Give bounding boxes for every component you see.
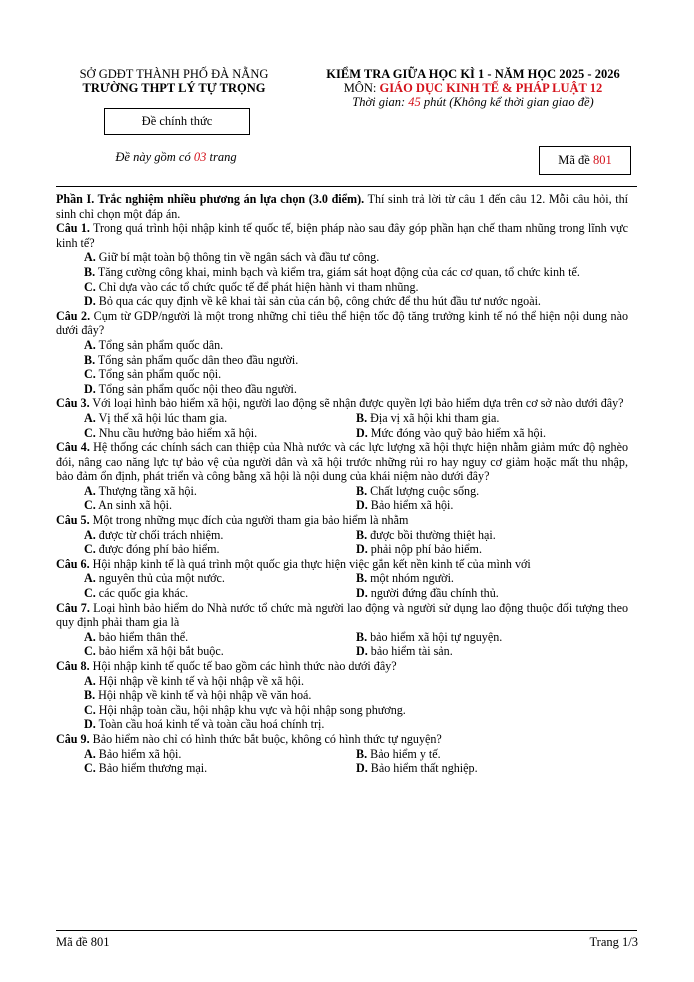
option-letter: A.: [84, 410, 96, 425]
option-row: [84, 761, 628, 776]
question-stem: [56, 601, 628, 630]
option-letter: B.: [356, 629, 368, 644]
option-text: Bảo hiểm thương mại.: [98, 761, 208, 776]
answer-option: [356, 586, 628, 601]
question-number: Câu 5.: [56, 513, 90, 528]
answer-option: [84, 498, 356, 513]
answer-option: [84, 630, 356, 645]
question-stem: [56, 221, 628, 250]
header-right: [300, 67, 646, 109]
option-text: được đóng phí bảo hiểm.: [98, 542, 220, 557]
option-letter: C.: [84, 367, 96, 382]
option-line: [84, 338, 628, 353]
question-text: Bảo hiểm nào chỉ có hình thức bắt buộc, không có hình thức tự nguyện?: [92, 731, 442, 746]
option-letter: D.: [356, 425, 368, 440]
answer-option: [356, 644, 628, 659]
answer-option: [84, 294, 541, 308]
answer-option: [84, 644, 356, 659]
question-text: Với loại hình bảo hiểm xã hội, người lao động sẽ nhận được quyền lợi bảo hiểm dựa trên cơ sở nào dưới đây?: [92, 396, 624, 411]
option-line: [56, 265, 628, 280]
answer-option: [356, 426, 628, 441]
question-number: Câu 2.: [56, 308, 91, 323]
option-row: [84, 644, 628, 659]
option-letter: B.: [84, 352, 96, 367]
answer-option: [84, 571, 356, 586]
header-divider: [56, 186, 637, 187]
exam-code-box: [539, 146, 631, 175]
pages-count: 03: [193, 150, 207, 164]
option-letter: D.: [356, 498, 368, 513]
option-text: các quốc gia khác.: [98, 586, 189, 601]
option-letter: B.: [356, 527, 368, 542]
option-letter: D.: [84, 381, 96, 396]
option-line: [84, 250, 628, 265]
answer-option: [356, 761, 628, 776]
answer-option: [84, 250, 379, 264]
question-stem: [56, 513, 628, 528]
answer-option: [84, 338, 223, 352]
answer-option: [84, 586, 356, 601]
time-line: [300, 95, 646, 109]
option-text: nguyên thủ của một nước.: [98, 571, 225, 586]
option-row: [84, 630, 628, 645]
answer-option: [84, 265, 580, 279]
answer-option: [84, 674, 304, 688]
question-number: Câu 8.: [56, 659, 90, 673]
question-number: Câu 4.: [56, 440, 90, 455]
option-letter: B.: [356, 410, 368, 425]
option-row: [84, 411, 628, 426]
pages-note: [104, 150, 248, 165]
answer-option: [84, 484, 356, 499]
answer-option: [84, 382, 297, 396]
option-letter: D.: [84, 294, 96, 309]
option-text: Chỉ dựa vào các tổ chức quốc tế để phát hiện hành vi tham nhũng.: [98, 279, 419, 294]
option-text: Địa vị xã hội khi tham gia.: [370, 410, 500, 425]
answer-option: [84, 367, 221, 381]
option-text: Bảo hiểm xã hội.: [370, 498, 454, 513]
option-line: [84, 674, 628, 689]
question-stem: [56, 309, 628, 338]
answer-option: [84, 717, 324, 731]
question-text: Một trong những mục đích của người tham gia bảo hiểm là nhằm: [92, 513, 409, 528]
pages-note-suffix: trang: [209, 150, 237, 164]
section-heading: [56, 192, 628, 221]
question-text: Loại hình bảo hiểm do Nhà nước tổ chức mà người lao động và người sử dụng lao động thuộc đối tượng theo quy định phải tham gia là: [56, 600, 629, 630]
option-line: [84, 367, 628, 382]
question-text: Hội nhập kinh tế quốc tế bao gồm các hình thức nào dưới đây?: [92, 659, 397, 673]
option-text: Toàn cầu hoá kinh tế và toàn cầu hoá chính trị.: [98, 717, 325, 732]
time-suffix: phút (Không kể thời gian giao đề): [423, 95, 594, 109]
option-letter: C.: [84, 498, 96, 513]
option-letter: C.: [84, 702, 96, 717]
department-name: SỞ GDĐT THÀNH PHỐ ĐÀ NẴNG: [79, 67, 269, 81]
question-number: Câu 3.: [56, 396, 90, 411]
time-value: 45: [408, 95, 421, 109]
question-list: [56, 221, 629, 776]
option-text: Hội nhập về kinh tế và hội nhập về xã hội.: [98, 673, 305, 688]
option-letter: D.: [356, 542, 368, 557]
option-text: người đứng đầu chính thủ.: [370, 586, 499, 601]
option-letter: A.: [84, 527, 96, 542]
option-letter: C.: [84, 761, 96, 776]
option-line: [84, 688, 628, 703]
option-letter: A.: [84, 673, 96, 688]
answer-option: [84, 411, 356, 426]
option-line: [84, 353, 628, 368]
option-letter: A.: [84, 571, 96, 586]
option-line: [84, 280, 628, 295]
option-text: Tổng sản phẩm quốc nội.: [98, 367, 222, 382]
answer-option: [84, 542, 356, 557]
answer-option: [356, 484, 628, 499]
answer-option: [84, 280, 419, 294]
question-number: Câu 1.: [56, 221, 90, 236]
option-row: [84, 571, 628, 586]
option-row: [84, 542, 628, 557]
option-line: [84, 294, 628, 309]
question-number: Câu 7.: [56, 600, 90, 615]
school-name: TRƯỜNG THPT LÝ TỰ TRỌNG: [82, 81, 266, 95]
option-text: Chất lượng cuộc sống.: [370, 483, 480, 498]
option-letter: B.: [84, 688, 96, 703]
question-text: Hội nhập kinh tế là quá trình một quốc gia thực hiện việc gắn kết nền kinh tế của mình với: [92, 556, 531, 571]
option-row: [84, 426, 628, 441]
question-stem: [56, 396, 628, 411]
option-text: Tăng cường công khai, minh bạch và kiểm tra, giám sát hoạt động của các cơ quan, tổ chức kinh tế.: [97, 264, 580, 279]
option-text: Tổng sản phẩm quốc dân.: [98, 337, 224, 352]
question-stem: [56, 557, 628, 572]
option-text: Tổng sản phẩm quốc dân theo đầu người.: [97, 352, 299, 367]
question-stem: [56, 440, 628, 484]
option-text: Vị thế xã hội lúc tham gia.: [98, 410, 228, 425]
question-number: Câu 6.: [56, 556, 90, 571]
option-text: An sinh xã hội.: [98, 498, 173, 513]
option-text: được từ chối trách nhiệm.: [98, 527, 224, 542]
option-text: bảo hiểm xã hội tự nguyện.: [370, 629, 503, 644]
answer-option: [356, 528, 628, 543]
subject-label: MÔN:: [343, 81, 377, 95]
option-text: Bảo hiểm thất nghiệp.: [370, 761, 478, 776]
answer-option: [356, 411, 628, 426]
answer-option: [356, 571, 628, 586]
option-letter: D.: [356, 586, 368, 601]
option-text: Nhu cầu hưởng bảo hiểm xã hội.: [98, 425, 258, 440]
option-text: Bỏ qua các quy định về kê khai tài sản của cán bộ, công chức để thu hút đầu tư nước ngoài.: [98, 294, 541, 309]
option-row: [84, 747, 628, 762]
option-letter: B.: [356, 571, 368, 586]
question-text: Trong quá trình hội nhập kinh tế quốc tế, biện pháp nào sau đây góp phần hạn chế tham nhũng trong lĩnh vực kinh tế?: [56, 221, 628, 250]
answer-option: [356, 542, 628, 557]
option-letter: A.: [84, 629, 96, 644]
option-letter: C.: [84, 644, 96, 659]
answer-option: [356, 498, 628, 513]
option-letter: D.: [84, 717, 96, 732]
option-text: bảo hiểm xã hội bắt buộc.: [98, 644, 224, 659]
question-stem: [56, 732, 628, 747]
option-row: [84, 498, 628, 513]
option-letter: A.: [84, 746, 96, 761]
footer-page-number: Trang 1/3: [589, 935, 638, 949]
exam-code-label: Mã đề: [558, 153, 590, 167]
option-letter: C.: [84, 586, 96, 601]
exam-code-value: 801: [592, 153, 612, 167]
option-text: Mức đóng vào quỹ bảo hiểm xã hội.: [370, 425, 546, 440]
option-text: Giữ bí mật toàn bộ thông tin về ngân sách và đầu tư công.: [98, 250, 380, 265]
option-letter: C.: [84, 279, 96, 294]
exam-title: KIỂM TRA GIỮA HỌC KÌ 1 - NĂM HỌC 2025 - 2026: [326, 67, 620, 81]
option-text: phải nộp phí bảo hiểm.: [370, 542, 482, 557]
option-text: được bồi thường thiệt hại.: [370, 527, 496, 542]
option-text: Thượng tầng xã hội.: [98, 483, 197, 498]
option-row: [84, 528, 628, 543]
option-row: [84, 586, 628, 601]
option-text: bảo hiểm tài sản.: [370, 644, 453, 659]
option-letter: A.: [84, 337, 96, 352]
option-text: Bảo hiểm y tế.: [370, 746, 441, 761]
option-letter: C.: [84, 542, 96, 557]
question-text: Hệ thống các chính sách can thiệp của Nhà nước và các lực lượng xã hội thực hiện nhằm giảm mức độ nghèo đói, nâng cao năng lực tự bảo vệ của người dân và xã hội trước những rủi ro hay nguy cơ giảm hoặc mất thu nhập, bảo đảm ổn định, phát triển và công bằng xã hội là nội dung của khái niệm nào dưới đây?: [56, 440, 629, 484]
answer-option: [356, 747, 628, 762]
exam-content: [56, 192, 629, 776]
question-number: Câu 9.: [56, 731, 90, 746]
section-instruction: Thí sinh trả lời từ câu 1 đến câu 12. Mỗi câu hỏi, thí sinh chỉ chọn một đáp án.: [56, 192, 628, 221]
option-text: bảo hiểm thân thể.: [98, 629, 189, 644]
footer-exam-code: Mã đề 801: [56, 935, 110, 949]
option-text: Bảo hiểm xã hội.: [98, 746, 182, 761]
option-letter: B.: [356, 746, 368, 761]
question-text: Cụm từ GDP/người là một trong những chỉ tiêu thể hiện tốc độ tăng trưởng kinh tế nó thể hiện nội dung nào dưới đây?: [56, 308, 628, 338]
option-row: [84, 484, 628, 499]
section-title: Phần I. Trắc nghiệm nhiều phương án lựa chọn (3.0 điểm).: [56, 192, 365, 206]
option-letter: D.: [356, 644, 368, 659]
time-label: Thời gian:: [352, 95, 406, 109]
option-letter: B.: [84, 264, 96, 279]
option-line: [84, 717, 628, 732]
answer-option: [356, 630, 628, 645]
subject-name: GIÁO DỤC KINH TẾ & PHÁP LUẬT 12: [379, 81, 603, 95]
footer-divider: [56, 930, 637, 931]
option-letter: C.: [84, 425, 96, 440]
official-label-box: Đề chính thức: [104, 108, 250, 135]
option-text: Hội nhập toàn cầu, hội nhập khu vực và hội nhập song phương.: [98, 702, 406, 717]
option-letter: B.: [356, 483, 368, 498]
option-letter: D.: [356, 761, 368, 776]
option-text: một nhóm người.: [370, 571, 454, 586]
subject-line: [300, 81, 646, 95]
answer-option: [84, 353, 298, 367]
pages-note-prefix: Đề này gồm có: [115, 150, 191, 164]
answer-option: [84, 761, 356, 776]
option-text: Tổng sản phẩm quốc nội theo đầu người.: [98, 381, 297, 396]
option-line: [84, 382, 628, 397]
answer-option: [84, 426, 356, 441]
question-stem: [56, 659, 628, 674]
option-line: [84, 703, 628, 718]
option-text: Hội nhập về kinh tế và hội nhập về văn hoá.: [98, 688, 312, 703]
option-letter: A.: [84, 483, 96, 498]
answer-option: [84, 703, 406, 717]
answer-option: [84, 688, 311, 702]
answer-option: [84, 528, 356, 543]
answer-option: [84, 747, 356, 762]
option-letter: A.: [84, 250, 96, 265]
header-left: [56, 67, 292, 95]
